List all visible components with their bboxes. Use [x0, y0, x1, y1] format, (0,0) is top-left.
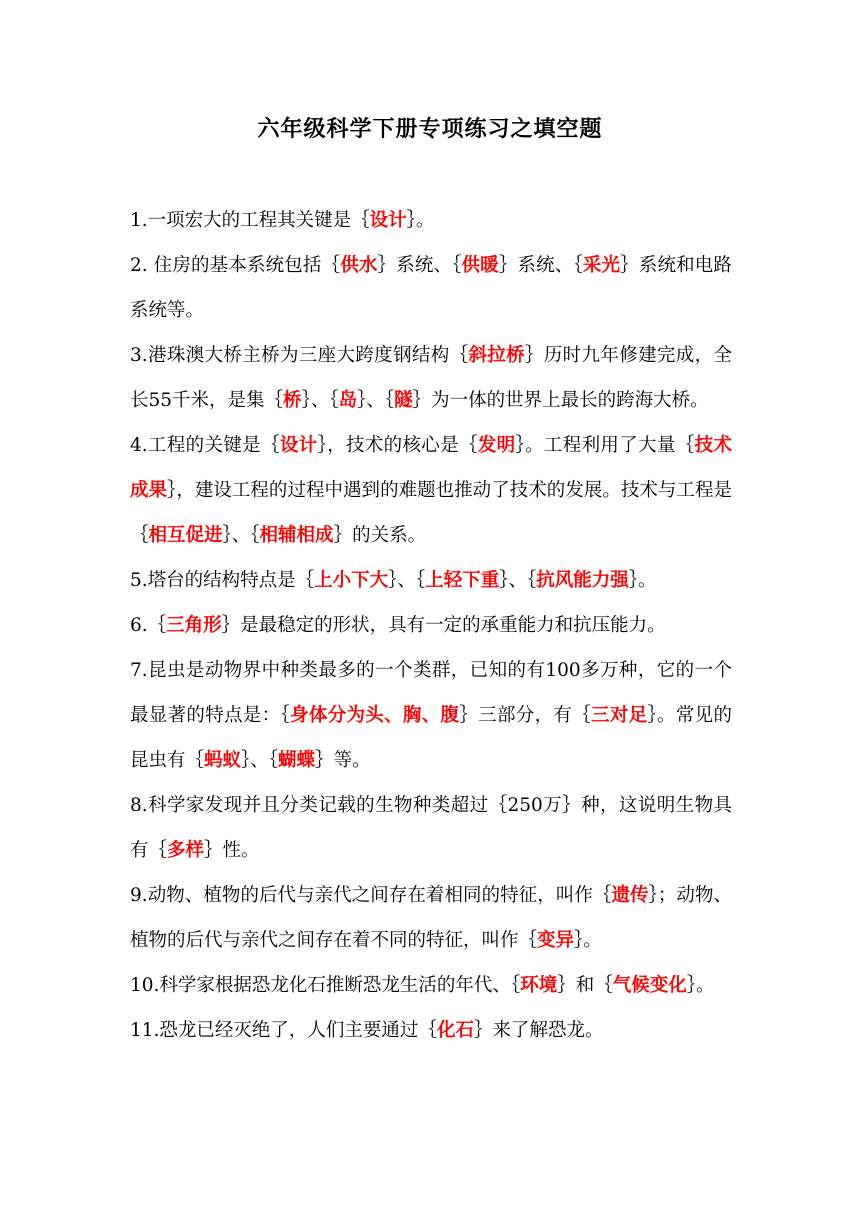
question-text: ｝、｛	[222, 525, 260, 546]
answer-text: 技术成果	[130, 435, 732, 501]
answer-text: 相辅相成	[259, 525, 334, 546]
question-item	[130, 198, 732, 243]
answer-text: 变异	[537, 930, 575, 951]
answer-text: 身体分为头、胸、腹	[290, 705, 460, 726]
question-text: 4.工程的关键是｛	[130, 435, 280, 456]
answer-text: 上小下大	[314, 570, 389, 591]
question-text: ｝。	[686, 975, 715, 996]
answer-text: 发明	[477, 435, 516, 456]
question-text: ｝，技术的核心是｛	[317, 435, 478, 456]
question-text: ｝。工程利用了大量｛	[515, 435, 695, 456]
answer-text: 蚂蚁	[204, 750, 242, 771]
question-text: ｝系统、｛	[498, 255, 583, 276]
question-text: ｝为一体的世界上最长的跨海大桥。	[412, 390, 709, 411]
question-text: 9.动物、植物的后代与亲代之间存在着相同的特征，叫作｛	[130, 885, 612, 906]
question-text: 5.塔台的结构特点是｛	[130, 570, 315, 591]
question-text: 6.｛	[130, 615, 167, 636]
question-text: ｝。	[628, 570, 657, 591]
question-text: ｝的关系。	[333, 525, 427, 546]
answer-text: 隧	[394, 390, 413, 411]
answer-text: 化石	[436, 1020, 474, 1041]
question-item	[130, 603, 732, 648]
question-text: 8.科学家发现并且分类记载的生物种类超过｛250万｝种，这说明生物具有｛	[130, 795, 732, 861]
question-text: ｝、｛	[357, 390, 395, 411]
question-text: ｝等。	[315, 750, 371, 771]
page-title: 六年级科学下册专项练习之填空题	[257, 116, 603, 142]
answer-text: 供水	[340, 255, 378, 276]
question-text: ｝是最稳定的形状，具有一定的承重能力和抗压能力。	[221, 615, 666, 636]
question-text: 10.科学家根据恐龙化石推断恐龙生活的年代、｛	[130, 975, 521, 996]
question-text: 2. 住房的基本系统包括｛	[130, 255, 341, 276]
question-text: ｝历时九年修建完成，全长55千米，是集｛	[130, 345, 732, 411]
answer-text: 多样	[167, 840, 205, 861]
answer-text: 环境	[520, 975, 558, 996]
question-text: 3.港珠澳大桥主桥为三座大跨度钢结构｛	[130, 345, 469, 366]
answer-text: 抗风能力强	[536, 570, 629, 591]
question-item	[130, 558, 732, 603]
question-text: ｝系统、｛	[377, 255, 462, 276]
answer-text: 供暖	[461, 255, 499, 276]
answer-text: 桥	[283, 390, 302, 411]
question-text: ｝和｛	[557, 975, 613, 996]
answer-text: 上轻下重	[425, 570, 500, 591]
answer-text: 遗传	[611, 885, 649, 906]
question-item	[130, 648, 732, 783]
question-text: ｝系统和电路系统等。	[130, 255, 732, 321]
question-text: ｝性。	[204, 840, 260, 861]
question-text: ｝、｛	[301, 390, 339, 411]
question-text: ｝。	[574, 930, 602, 951]
question-text: 1.一项宏大的工程其关键是｛	[130, 210, 370, 231]
question-item	[130, 963, 732, 1008]
question-list	[130, 198, 732, 1053]
question-text: ｝；动物、植物的后代与亲代之间存在着不同的特征，叫作｛	[130, 885, 732, 951]
answer-text: 蝴蝶	[278, 750, 316, 771]
question-text: ｝来了解恐龙。	[473, 1020, 604, 1041]
question-text: ｝，建设工程的过程中遇到的难题也推动了技术的发展。技术与工程是｛	[130, 480, 732, 546]
answer-text: 相互促进	[148, 525, 223, 546]
question-text: ｝、｛	[499, 570, 537, 591]
question-item	[130, 1008, 732, 1053]
question-item	[130, 873, 732, 963]
answer-text: 岛	[338, 390, 358, 411]
question-item	[130, 423, 732, 558]
question-text: ｝。	[406, 210, 435, 231]
question-text: ｝、｛	[241, 750, 279, 771]
question-text: ｝、｛	[388, 570, 426, 591]
question-item	[130, 783, 732, 873]
question-item	[130, 333, 732, 423]
answer-text: 气候变化	[612, 975, 687, 996]
answer-text: 三角形	[166, 615, 222, 636]
question-text: 11.恐龙已经灭绝了，人们主要通过｛	[130, 1020, 437, 1041]
answer-text: 设计	[369, 210, 407, 231]
answer-text: 采光	[582, 255, 621, 276]
answer-text: 设计	[279, 435, 318, 456]
question-text: 7.昆虫是动物界中种类最多的一个类群，已知的有100多万种，它的一个最显著的特点是：｛	[130, 660, 732, 726]
answer-text: 三对足	[591, 705, 648, 726]
question-item	[130, 243, 732, 333]
question-text: ｝三部分，有｛	[459, 705, 592, 726]
answer-text: 斜拉桥	[468, 345, 525, 366]
question-text: ｝。常见的昆虫有｛	[130, 705, 732, 771]
